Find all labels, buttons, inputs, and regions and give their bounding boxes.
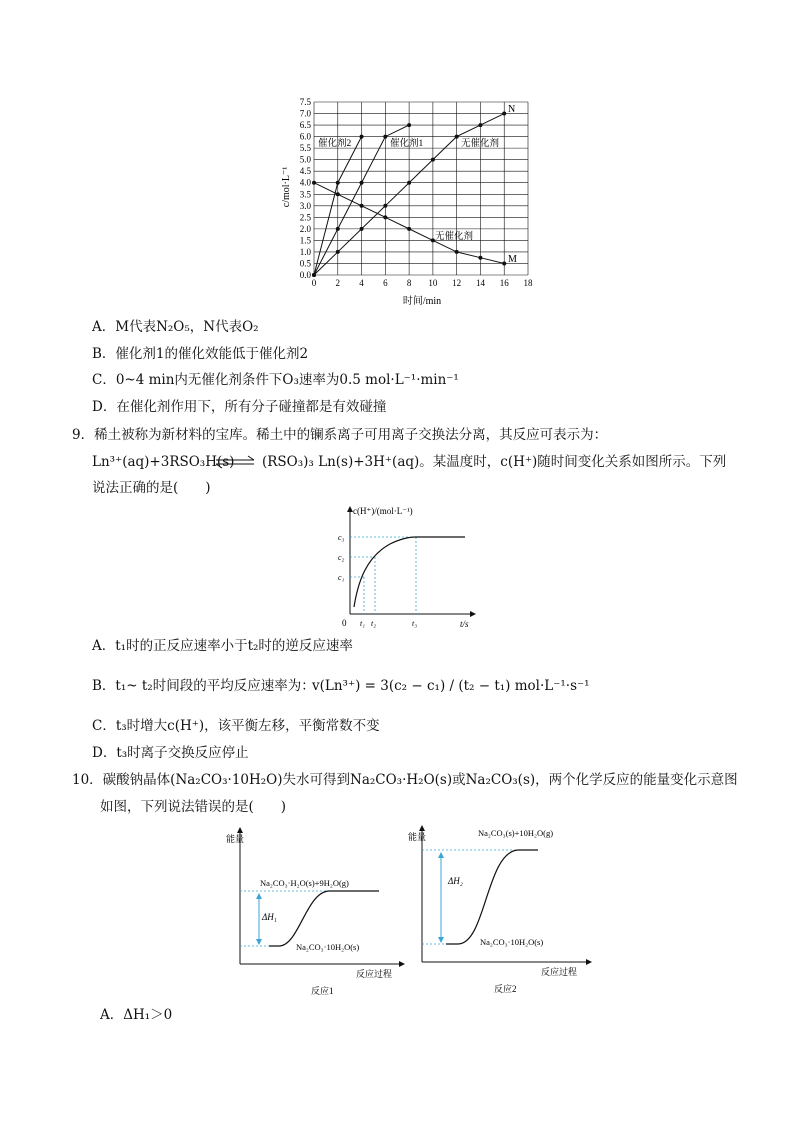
y-tick-label: 6.0: [299, 131, 311, 142]
y-tick-label: 2.0: [299, 223, 311, 234]
curve-label-m: M: [508, 254, 517, 265]
y-tick-label: 7.5: [299, 97, 311, 107]
equilibrium-arrows-icon: [214, 455, 256, 469]
fig2-bottom-label: Na₂CO₃·10H₂O(s): [480, 937, 544, 947]
y-tick-label: 7.0: [299, 108, 311, 119]
curve-label-n: N: [508, 104, 516, 115]
data-point: [407, 181, 411, 185]
concentration-time-chart: [270, 95, 550, 310]
q9-option-b-formula: v(Ln³⁺) = 3(c₂ − c₁) / (t₂ − t₁) mol·L⁻¹·s⁻¹: [312, 678, 590, 694]
fig1-dh: ΔH₁: [262, 912, 277, 922]
graph-origin: 0: [342, 618, 347, 628]
data-point: [455, 250, 459, 254]
energy-diagram-reaction1: [224, 822, 414, 997]
data-point: [336, 192, 340, 196]
fig1-xlabel: 反应过程: [356, 969, 393, 979]
q8-option-b: B．催化剂1的催化效能低于催化剂2: [92, 346, 309, 362]
x-tick-label: 14: [475, 278, 485, 288]
data-point: [431, 158, 435, 162]
fig1-bottom-label: Na₂CO₃·10H₂O(s): [296, 942, 360, 952]
x-tick-label: 10: [428, 278, 438, 288]
q8-option-d: D．在催化剂作用下，所有分子碰撞都是有效碰撞: [92, 399, 387, 415]
q9-stem-line3: 说法正确的是( ): [92, 480, 211, 496]
fig2-xlabel: 反应过程: [541, 967, 578, 977]
y-tick-label: 4.5: [299, 166, 311, 177]
x-tick-label: 18: [523, 278, 533, 288]
data-point: [336, 181, 340, 185]
label-c3: c₃: [338, 533, 345, 542]
fig1-top-label: Na₂CO₃·H₂O(s)+9H₂O(g): [260, 878, 349, 888]
y-tick-label: 3.0: [299, 200, 311, 211]
label-c2: c₂: [338, 553, 345, 562]
q9-equation-right: (RSO₃)₃ Ln(s)+3H⁺(aq)。某温度时，c(H⁺)随时间变化关系如图所示。下列: [262, 454, 727, 470]
label-c1: c₁: [338, 573, 345, 582]
data-point: [383, 215, 387, 219]
y-tick-label: 1.5: [299, 235, 311, 246]
q9-option-d: D．t₃时离子交换反应停止: [92, 745, 249, 761]
chart-x-axis-label: 时间/min: [402, 296, 442, 307]
data-point: [360, 204, 364, 208]
chart-y-axis-label: c/mol·L⁻¹: [281, 166, 292, 208]
q9-equation-left: Ln³⁺(aq)+3RSO₃H(s): [92, 454, 235, 470]
y-tick-label: 0.0: [299, 270, 311, 280]
q8-option-c: C．0~4 min内无催化剂条件下O₃速率为0.5 mol·L⁻¹·min⁻¹: [92, 372, 459, 388]
series-label-no-catalyst-m: 无催化剂: [435, 232, 474, 242]
data-point: [360, 227, 364, 231]
fig2-caption: 反应2: [494, 984, 517, 994]
data-point: [407, 123, 411, 127]
q10-stem-line1: 10．碳酸钠晶体(Na₂CO₃·10H₂O)失水可得到Na₂CO₃·H₂O(s)或Na₂CO₃(s)，两个化学反应的能量变化示意图: [72, 772, 738, 788]
data-point: [502, 261, 506, 265]
data-point: [336, 227, 340, 231]
data-point: [502, 112, 506, 116]
x-tick-label: 16: [499, 278, 509, 288]
data-point: [312, 273, 316, 277]
label-t3: t₃: [412, 619, 418, 628]
y-tick-label: 0.5: [299, 258, 311, 269]
series-label-catalyst2: 催化剂2: [318, 139, 352, 149]
fig1-ylabel: 能量: [226, 834, 245, 844]
q9-option-b-prefix: B．t₁~ t₂时间段的平均反应速率为：: [92, 678, 315, 694]
x-tick-label: 12: [452, 278, 462, 288]
series-label-catalyst1: 催化剂1: [390, 139, 424, 149]
x-tick-label: 4: [359, 278, 364, 288]
data-point: [383, 204, 387, 208]
q9-option-a: A．t₁时的正反应速率小于t₂时的逆反应速率: [92, 638, 353, 654]
q8-option-a: A．M代表N₂O₅，N代表O₂: [92, 319, 259, 335]
y-tick-label: 5.0: [299, 154, 311, 165]
y-tick-label: 4.0: [299, 177, 311, 188]
fig2-ylabel: 能量: [408, 832, 427, 842]
x-tick-label: 8: [406, 278, 412, 288]
graph-y-label: c(H⁺)/(mol·L⁻¹): [353, 506, 413, 516]
y-tick-label: 5.5: [299, 143, 311, 154]
y-tick-label: 3.5: [299, 189, 311, 200]
q9-option-c: C．t₃时增大c(H⁺)，该平衡左移，平衡常数不变: [92, 718, 380, 734]
q9-stem-line1: 9．稀土被称为新材料的宝库。稀土中的镧系离子可用离子交换法分离，其反应可表示为：: [72, 427, 608, 443]
q10-option-a: A．ΔH₁＞0: [100, 1007, 173, 1023]
fig1-caption: 反应1: [311, 986, 334, 996]
h-concentration-graph: [330, 502, 480, 632]
data-point: [360, 135, 364, 139]
graph-x-label: t/s: [460, 619, 469, 629]
data-point: [455, 135, 459, 139]
q10-stem-line2: 如图，下列说法错误的是( ): [100, 799, 287, 815]
label-t1: t₁: [360, 619, 366, 628]
label-t2: t₂: [371, 619, 377, 628]
data-point: [383, 135, 387, 139]
x-tick-label: 6: [383, 278, 388, 288]
series-label-no-catalyst-n: 无催化剂: [461, 139, 500, 149]
data-point: [312, 181, 316, 185]
data-point: [478, 123, 482, 127]
fig2-dh: ΔH₂: [448, 876, 463, 886]
y-tick-label: 2.5: [299, 212, 311, 223]
chart-grid: [314, 102, 528, 275]
data-point: [336, 250, 340, 254]
x-tick-label: 0: [311, 278, 317, 288]
fig2-top-label: Na₂CO₃(s)+10H₂O(g): [478, 828, 554, 838]
data-point: [478, 256, 482, 260]
x-tick-label: 2: [335, 278, 341, 288]
energy-diagram-reaction2: [406, 822, 606, 997]
data-point: [360, 181, 364, 185]
y-tick-label: 6.5: [299, 120, 311, 131]
data-point: [407, 227, 411, 231]
y-tick-label: 1.0: [299, 246, 311, 257]
